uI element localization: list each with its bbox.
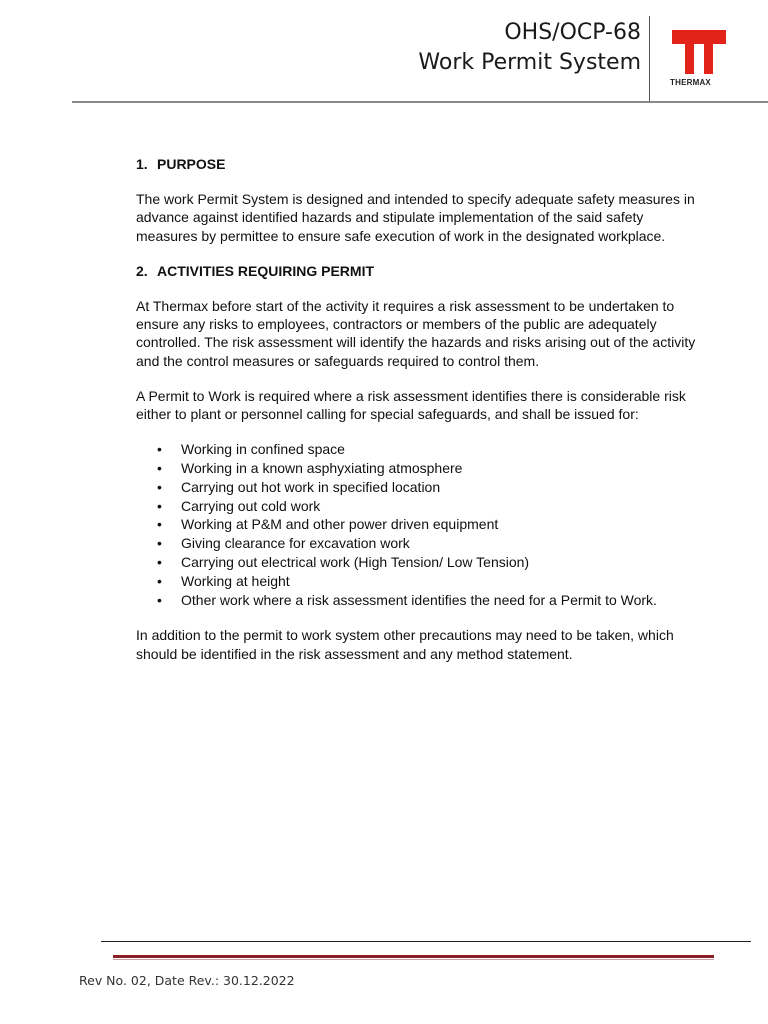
bullet-icon: • <box>157 478 162 495</box>
bullet-icon: • <box>157 441 162 458</box>
section-title: PURPOSE <box>157 156 226 172</box>
document-title: Work Permit System <box>418 50 641 75</box>
bullet-icon: • <box>157 572 162 589</box>
bullet-icon: • <box>157 591 162 608</box>
page-header <box>0 0 768 104</box>
list-item-text: Giving clearance for excavation work <box>181 535 410 552</box>
header-divider-horizontal <box>72 101 768 103</box>
bullet-icon: • <box>157 497 162 514</box>
header-divider-vertical <box>649 16 650 102</box>
list-item-text: Other work where a risk assessment identifies the need for a Permit to Work. <box>181 591 657 608</box>
list-item <box>136 572 706 591</box>
list-item <box>136 591 706 610</box>
list-item-text: Working at height <box>181 572 290 589</box>
footer-divider-accent-shadow <box>113 959 714 960</box>
list-item-text: Carrying out cold work <box>181 497 321 514</box>
bullet-icon: • <box>157 554 162 571</box>
activities-paragraph-permit-required: A Permit to Work is required where a risk assessment identifies there is considerable risk either to plant or personnel calling for special safeguards, and shall be issued for: <box>136 387 686 423</box>
list-item <box>136 440 706 459</box>
list-item-text: Working at P&M and other power driven equipment <box>181 516 499 533</box>
footer-divider-thin <box>101 941 751 942</box>
permit-activities-list <box>136 440 706 609</box>
document-code: OHS/OCP-68 <box>504 20 641 45</box>
logo-mark <box>672 30 726 74</box>
logo-wordmark: THERMAX <box>670 78 711 87</box>
purpose-paragraph: The work Permit System is designed and intended to specify adequate safety measures in advance against identified hazards and stipulate implementation of the said safety measures by permittee to ensure safe execution of work in the designated workplace. <box>136 191 695 244</box>
list-item <box>136 534 706 553</box>
bullet-icon: • <box>157 535 162 552</box>
closing-paragraph: In addition to the permit to work system other precautions may need to be taken, which should be identified in the risk assessment and any method statement. <box>136 627 674 662</box>
bullet-icon: • <box>157 516 162 533</box>
list-item-text: Carrying out hot work in specified location <box>181 478 441 495</box>
revision-info: Rev No. 02, Date Rev.: 30.12.2022 <box>79 973 295 988</box>
list-item <box>136 515 706 534</box>
document-body <box>136 155 706 680</box>
list-item <box>136 497 706 516</box>
list-item-text: Carrying out electrical work (High Tension/ Low Tension) <box>181 554 530 571</box>
list-item <box>136 478 706 497</box>
list-item <box>136 553 706 572</box>
section-heading-activities <box>136 262 706 280</box>
section-number: 1. <box>136 156 148 172</box>
footer-divider-accent <box>113 955 714 958</box>
list-item <box>136 459 706 478</box>
section-title: ACTIVITIES REQUIRING PERMIT <box>157 262 375 279</box>
activities-paragraph-risk-assessment: At Thermax before start of the activity it requires a risk assessment to be undertaken to ensure any risks to employees, contractors or members of the public are adequately controlled. The risk assessment will identify the hazards and risks arising out of the activity and the control measures or safeguards required to control them. <box>136 298 696 369</box>
section-heading-purpose <box>136 155 706 173</box>
bullet-icon: • <box>157 460 162 477</box>
list-item-text: Working in confined space <box>181 441 345 458</box>
list-item-text: Working in a known asphyxiating atmosphere <box>181 460 463 477</box>
section-number: 2. <box>136 262 148 279</box>
